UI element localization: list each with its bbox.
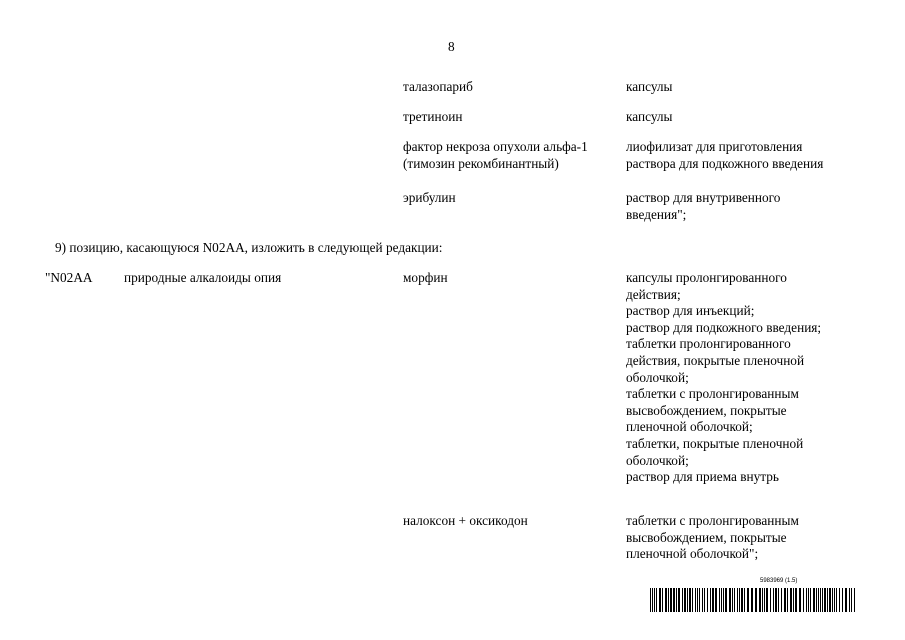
atc-group-name: природные алкалоиды опия	[124, 270, 282, 285]
drug-name-eribulin: эрибулин	[403, 190, 456, 205]
dosage-form-talazoparib: капсулы	[626, 79, 673, 94]
dosage-form-thymosin: лиофилизат для приготовления раствора для подкожного введения	[626, 139, 824, 171]
dosage-form-tretinoin: капсулы	[626, 109, 673, 124]
dosage-form-eribulin: раствор для внутривенного введения";	[626, 190, 781, 222]
drug-name-naloxone-oxycodone: налоксон + оксикодон	[403, 513, 528, 528]
drug-name-morphine: морфин	[403, 270, 448, 285]
atc-code: "N02AA	[45, 270, 93, 285]
drug-name-tretinoin: третиноин	[403, 109, 463, 124]
amendment-instruction: 9) позицию, касающуюся N02AA, изложить в следующей редакции:	[55, 240, 443, 255]
drug-name-thymosin: фактор некроза опухоли альфа-1 (тимозин рекомбинантный)	[403, 139, 588, 171]
page-number: 8	[448, 39, 455, 54]
drug-name-talazoparib: талазопариб	[403, 79, 473, 94]
dosage-form-morphine: капсулы пролонгированного действия; раствор для инъекций; раствор для подкожного введения; таблетки пролонгированного действия, покрытые пленочной оболочкой; таблетки с пролонгированным высвобождением, покрытые пленочной оболочкой; таблетки, покрытые пленочной оболочкой; раствор для приема внутрь	[626, 270, 822, 485]
barcode-label: 5983969 (1.5)	[760, 578, 798, 584]
dosage-form-naloxone-oxycodone: таблетки с пролонгированным высвобождением, покрытые пленочной оболочкой";	[626, 513, 799, 562]
barcode-icon	[650, 588, 858, 612]
